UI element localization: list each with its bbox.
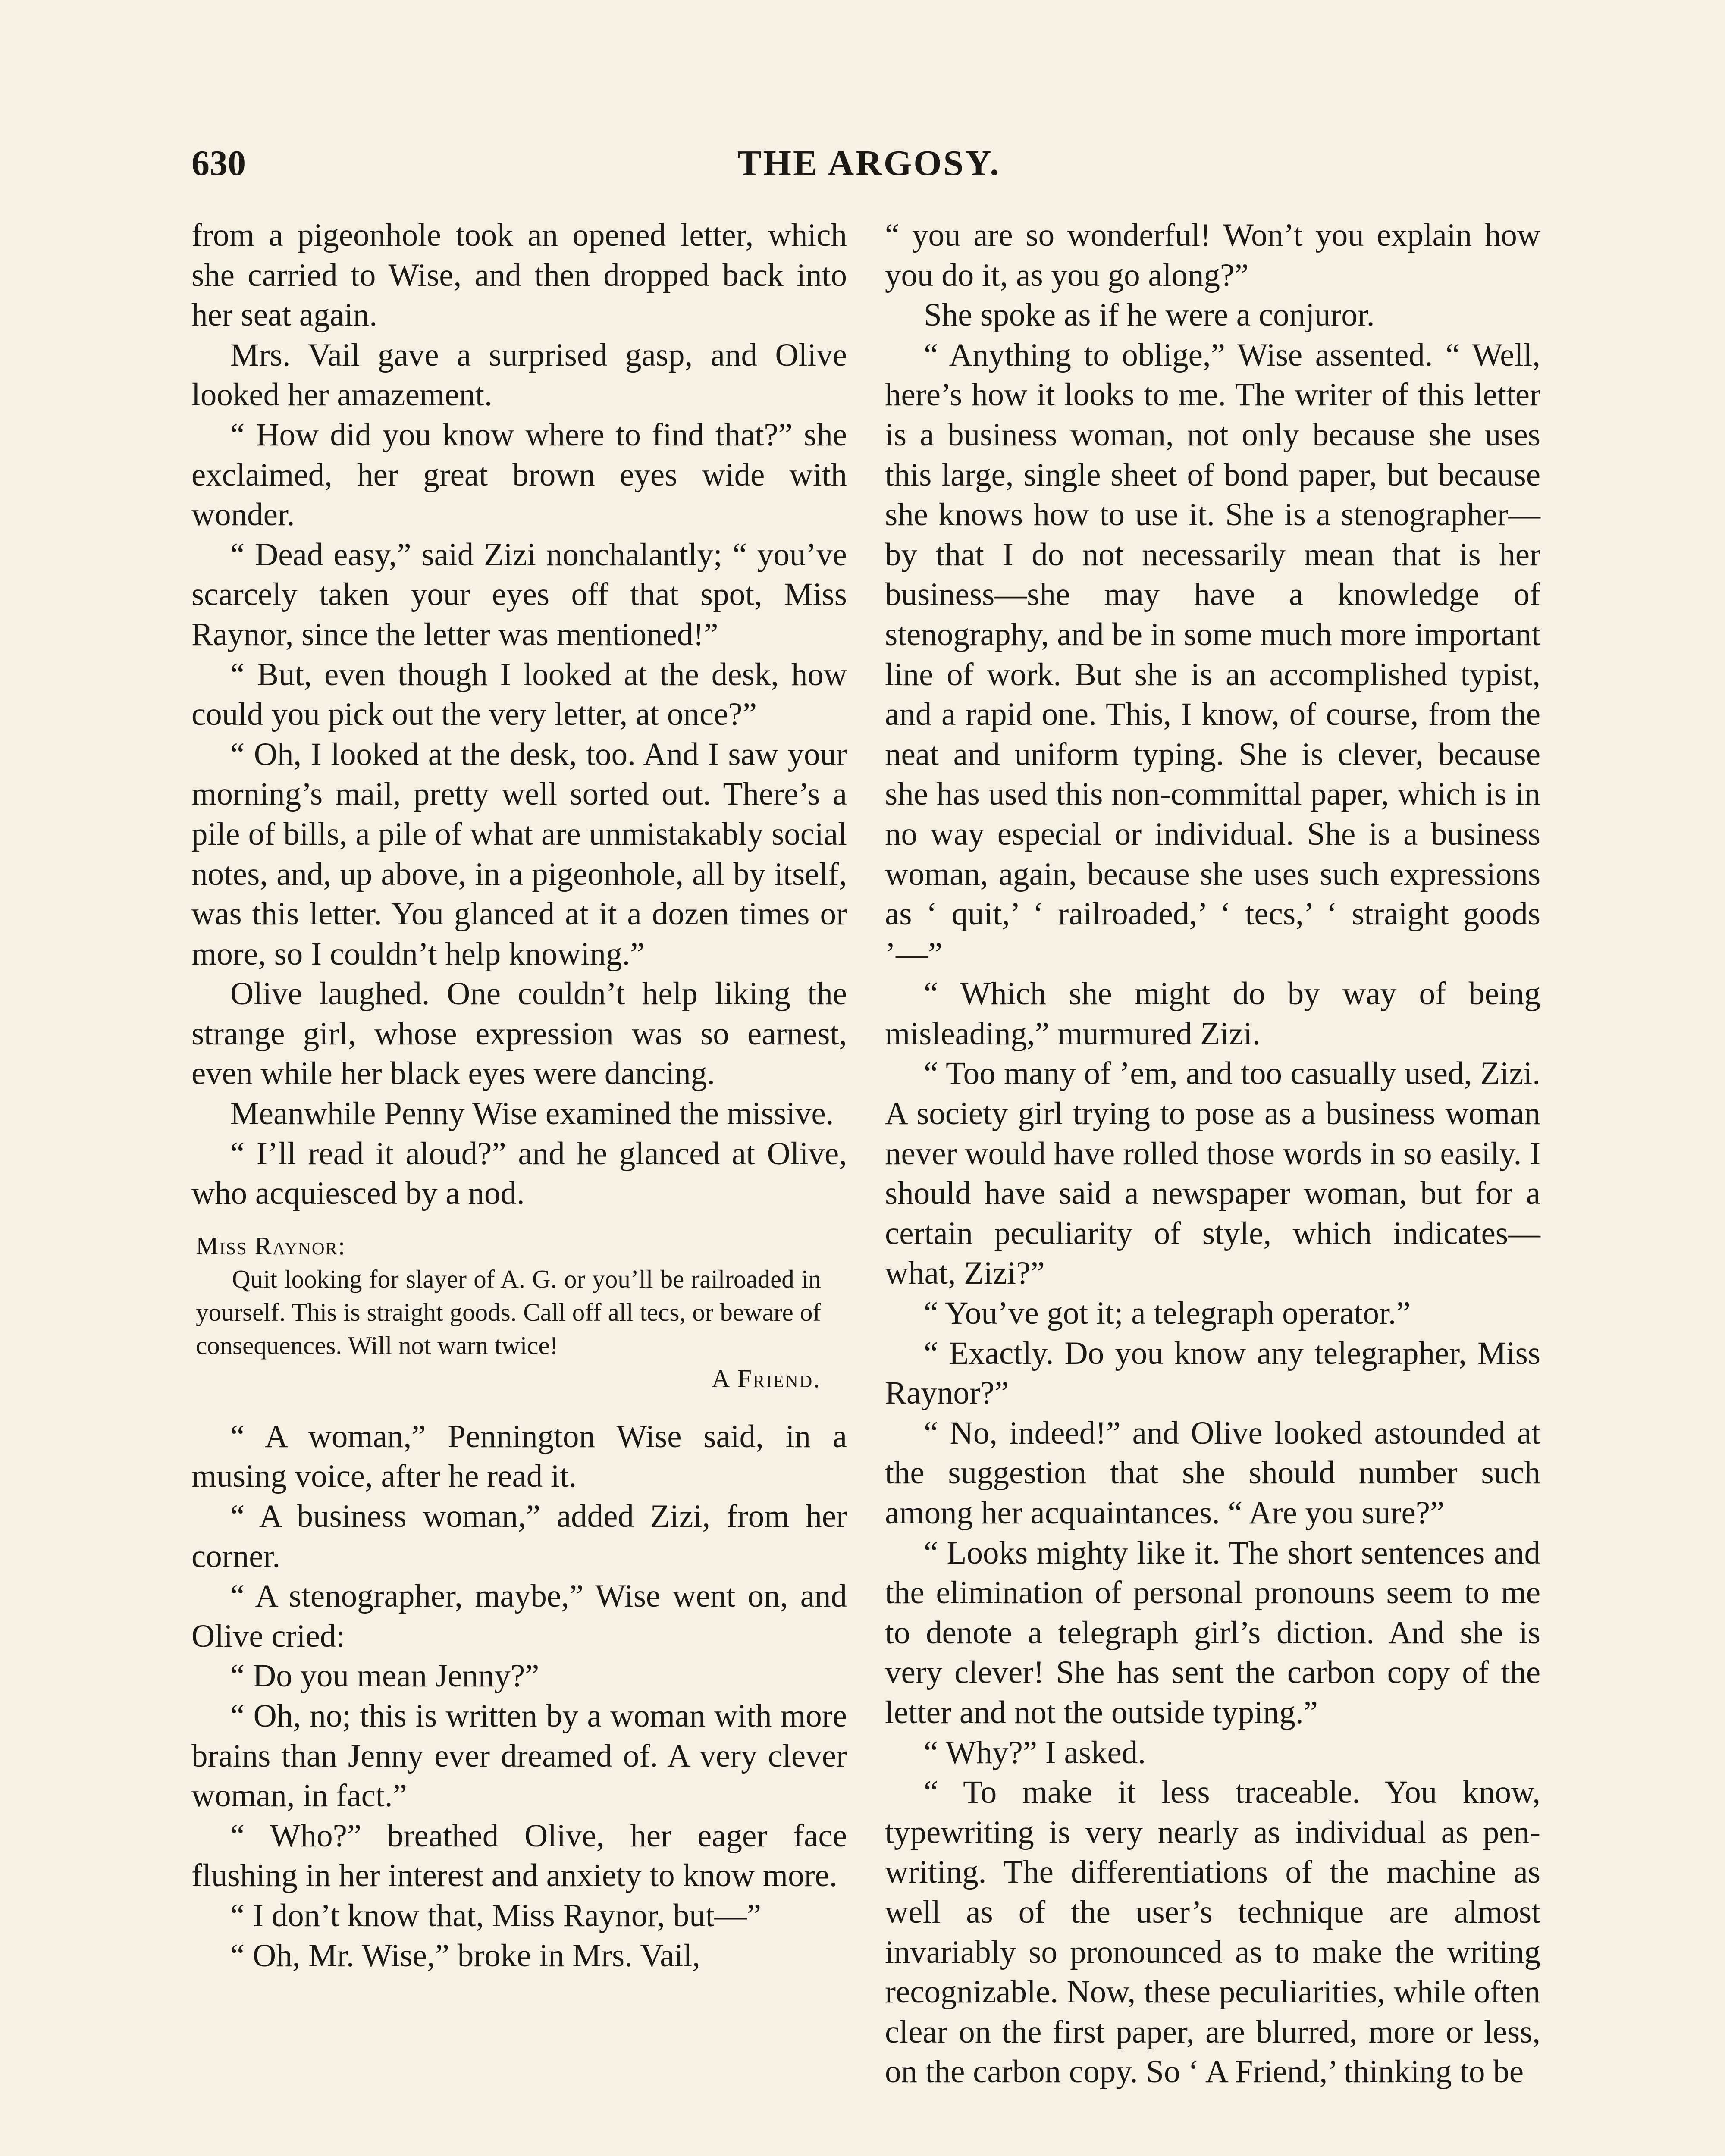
left-paragraphs-after-letter [191, 1417, 847, 1976]
paragraph: “ you are so wonderful! Won’t you explain how you do it, as you go along?” [885, 217, 1540, 293]
paragraph: “ No, indeed!” and Olive looked astounded at the suggestion that she should number such among her acquaintances. “ Are you sure?” [885, 1415, 1540, 1531]
paragraph: “ Who?” breathed Olive, her eager face flushing in her interest and anxiety to know more. [191, 1818, 847, 1894]
letter-salutation: Miss Raynor: [196, 1231, 346, 1260]
paragraph: “ Oh, no; this is written by a woman with more brains than Jenny ever dreamed of. A very clever woman, in fact.” [191, 1698, 847, 1814]
paragraph: She spoke as if he were a conjuror. [924, 297, 1375, 333]
paragraph: Olive laughed. One couldn’t help liking the strange girl, whose expression was so earnest, even while her black eyes were dancing. [191, 976, 847, 1092]
paragraph: “ A business woman,” added Zizi, from her corner. [191, 1498, 847, 1574]
page-header [191, 142, 1546, 190]
paragraph: “ I don’t know that, Miss Raynor, but—” [230, 1897, 761, 1934]
paragraph: “ Too many of ’em, and too casually used, Zizi. A society girl trying to pose as a business woman never would have rolled those words in so easily. I should have said a newspaper woman, but for a certain peculiarity of style, which indicates—what, Zizi?” [885, 1056, 1540, 1291]
paragraph: “ How did you know where to find that?” she exclaimed, her great brown eyes wide with wonder. [191, 417, 847, 533]
right-column [885, 216, 1540, 2092]
paragraph: “ To make it less traceable. You know, typewriting is very nearly as individual as pen-writing. The differentiations of the machine as well as of the user’s technique are almost invariably so pronounced as to make the writing recognizable. Now, these peculiarities, while often clear on the first paper, are blurred, more or less, on the carbon copy. So ‘ A Friend,’ thinking to be [885, 1774, 1540, 2090]
quoted-letter [191, 1229, 847, 1395]
right-paragraphs [885, 216, 1540, 2092]
page-number: 630 [191, 143, 246, 183]
paragraph: “ A woman,” Pennington Wise said, in a musing voice, after he read it. [191, 1418, 847, 1495]
paragraph: “ You’ve got it; a telegraph operator.” [924, 1295, 1411, 1332]
paragraph: “ Looks mighty like it. The short sentences and the elimination of personal pronouns seem to me to denote a telegraph girl’s diction. And she is very clever! She has sent the carbon copy of the letter and not the outside typing.” [885, 1535, 1540, 1730]
paragraph: “ A stenographer, maybe,” Wise went on, and Olive cried: [191, 1578, 847, 1654]
left-paragraphs [191, 216, 847, 1214]
running-head: THE ARGOSY. [737, 143, 1001, 183]
left-column [191, 216, 847, 1976]
paragraph: from a pigeonhole took an opened letter, which she carried to Wise, and then dropped back into her seat again. [191, 217, 847, 333]
paragraph: “ Dead easy,” said Zizi nonchalantly; “ you’ve scarcely taken your eyes off that spot, Miss Raynor, since the letter was mentioned!” [191, 536, 847, 652]
paragraph: “ Oh, Mr. Wise,” broke in Mrs. Vail, [230, 1937, 700, 1974]
paragraph: “ But, even though I looked at the desk, how could you pick out the very letter, at once?” [191, 656, 847, 733]
paragraph: “ I’ll read it aloud?” and he glanced at Olive, who acquiesced by a nod. [191, 1135, 847, 1212]
paragraph: “ Which she might do by way of being misleading,” murmured Zizi. [885, 976, 1540, 1052]
paragraph: “ Anything to oblige,” Wise assented. “ Well, here’s how it looks to me. The writer of this letter is a business woman, not only because she uses this large, single sheet of bond paper, but because she knows how to use it. She is a stenographer—by that I do not necessarily mean that is her business—she may have a knowledge of stenography, and be in some much more important line of work. But she is an accomplished typist, and a rapid one. This, I know, of course, from the neat and uniform typing. She is clever, because she has used this non-committal paper, which is in no way especial or individual. She is a business woman, again, because she uses such expressions as ‘ quit,’ ‘ railroaded,’ ‘ tecs,’ ‘ straight goods ’—” [885, 337, 1540, 972]
letter-signature: A Friend. [712, 1364, 821, 1393]
paragraph: “ Why?” I asked. [924, 1734, 1146, 1771]
paragraph: “ Oh, I looked at the desk, too. And I saw your morning’s mail, pretty well sorted out. There’s a pile of bills, a pile of what are unmistakably social notes, and, up above, in a pigeonhole, all by itself, was this letter. You glanced at it a dozen times or more, so I couldn’t help knowing.” [191, 736, 847, 972]
paragraph: “ Exactly. Do you know any telegrapher, Miss Raynor?” [885, 1335, 1540, 1411]
letter-body: Quit looking for slayer of A. G. or you’ll be railroaded in yourself. This is straight goods. Call off all tecs, or beware of consequences. Will not warn twice! [196, 1264, 821, 1360]
paragraph: “ Do you mean Jenny?” [230, 1658, 539, 1694]
paragraph: Mrs. Vail gave a surprised gasp, and Olive looked her amazement. [191, 337, 847, 413]
paragraph: Meanwhile Penny Wise examined the missive. [230, 1096, 834, 1132]
